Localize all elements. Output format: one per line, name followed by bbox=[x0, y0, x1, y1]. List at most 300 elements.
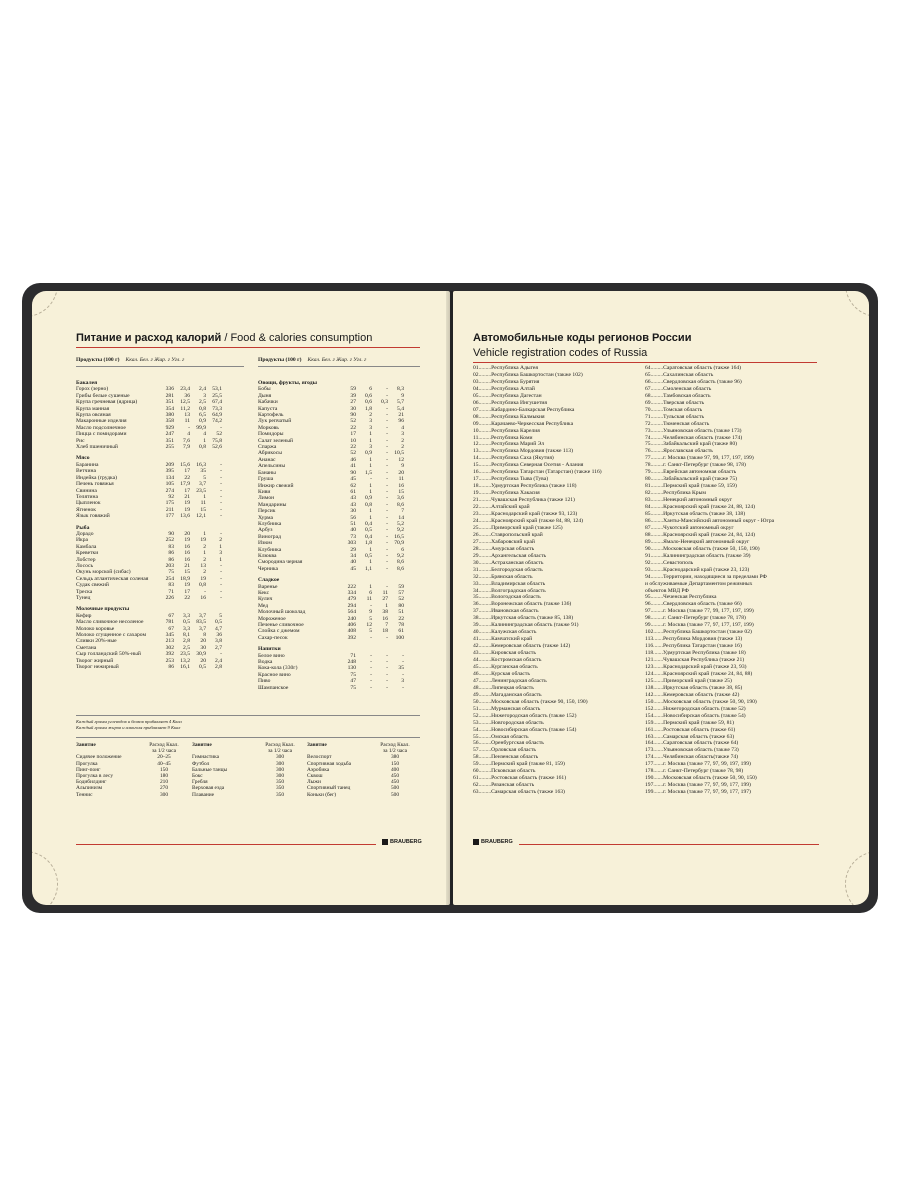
food-name: Инжир свежий bbox=[258, 482, 294, 489]
food-name: Ветчина bbox=[76, 468, 96, 475]
protein-value: 1,5 bbox=[365, 469, 372, 476]
protein-value: 22 bbox=[184, 474, 190, 481]
region-code-row: 45.........Курганская область bbox=[473, 663, 538, 670]
food-name: Сельдь атлантическая соленая bbox=[76, 575, 149, 582]
fat-value: - bbox=[386, 514, 388, 521]
food-name: Кулич bbox=[258, 596, 273, 603]
fat-value: 2 bbox=[203, 543, 206, 550]
protein-value: - bbox=[370, 684, 372, 691]
region-code-row: 02.........Республика Башкортостан (также 102) bbox=[473, 371, 583, 378]
col-sub: Ккал. Бел. г Жир. г Угл. г bbox=[125, 357, 185, 363]
corner-stitch-top-right bbox=[845, 291, 869, 317]
kcal-value: 302 bbox=[165, 644, 174, 651]
protein-value: 1,1 bbox=[365, 565, 372, 572]
protein-value: 15,6 bbox=[180, 461, 190, 468]
protein-value: 6 bbox=[369, 386, 372, 393]
protein-value: 2,5 bbox=[183, 644, 190, 651]
food-row bbox=[76, 664, 222, 670]
region-code-row: 44.........Костромская область bbox=[473, 657, 542, 664]
region-code-row: 42.........Кемеровская область (также 142) bbox=[473, 643, 571, 650]
carbs-value: 1 bbox=[219, 543, 222, 550]
food-name: Креветки bbox=[76, 550, 99, 557]
food-name: Изюм bbox=[258, 540, 272, 547]
carbs-value: 59 bbox=[398, 583, 404, 590]
col-header: Продукты (100 г) bbox=[76, 357, 120, 363]
region-code-row: 41.........Камчатский край bbox=[473, 636, 533, 643]
kcal-value: 43 bbox=[350, 501, 356, 508]
fat-value: 99,9 bbox=[196, 424, 206, 431]
food-name: Печенье сливочное bbox=[258, 622, 304, 629]
kcal-value: 47 bbox=[350, 678, 356, 685]
col-header: Продукты (100 г) bbox=[258, 357, 302, 363]
kcal-value: 303 bbox=[347, 540, 356, 547]
fat-value: - bbox=[386, 482, 388, 489]
kcal-value: 392 bbox=[347, 634, 356, 641]
food-name: Молоко сгущенное с сахаром bbox=[76, 632, 147, 639]
food-name: Горох (зерно) bbox=[76, 386, 109, 393]
protein-value: - bbox=[370, 659, 372, 666]
carbs-value: 100 bbox=[395, 634, 404, 641]
region-codes-column-2 bbox=[645, 365, 774, 796]
region-code-row: 36.........Воронежская область (также 136) bbox=[473, 601, 572, 608]
carbs-value: 16,5 bbox=[394, 533, 404, 540]
region-code-row: 65.........Сахалинская область bbox=[645, 371, 714, 378]
protein-value: 0,4 bbox=[365, 520, 372, 527]
food-name: Крупа гречневая (ядрица) bbox=[76, 399, 138, 406]
protein-value: 19 bbox=[184, 537, 190, 544]
footer-line bbox=[519, 844, 819, 845]
region-code-row: 03.........Республика Бурятия bbox=[473, 378, 540, 385]
kcal-value: 358 bbox=[165, 418, 174, 425]
fat-value: - bbox=[386, 405, 388, 412]
kcal-value: 90 bbox=[350, 412, 356, 419]
food-name: Рис bbox=[76, 437, 85, 444]
food-name: Крупа овсяная bbox=[76, 412, 111, 419]
activity-name: Гимнастика bbox=[192, 754, 220, 761]
brand-logo bbox=[382, 839, 422, 845]
protein-value: 23,4 bbox=[180, 386, 190, 393]
fat-value: 18 bbox=[382, 628, 388, 635]
kcal-value: 213 bbox=[165, 638, 174, 645]
region-code-row: 113.......Республика Мордовия (также 13) bbox=[645, 636, 743, 643]
activity-col-name: Занятие bbox=[192, 742, 212, 748]
protein-value: 3 bbox=[369, 424, 372, 431]
region-code-row: 92.........Севастополь bbox=[645, 559, 694, 566]
kcal-value: 211 bbox=[165, 506, 174, 513]
activity-kcal: 350 bbox=[275, 791, 285, 798]
right-page bbox=[453, 291, 869, 905]
activity-kcal: 300 bbox=[275, 754, 285, 761]
food-name: Икра bbox=[76, 537, 89, 544]
carbs-value: 15 bbox=[398, 488, 404, 495]
fat-value: 0,5 bbox=[199, 664, 206, 671]
region-code-row: 32.........Брянская область bbox=[473, 573, 533, 580]
kcal-value: 130 bbox=[347, 665, 356, 672]
protein-value: 16,1 bbox=[180, 664, 190, 671]
kcal-value: 929 bbox=[165, 424, 174, 431]
food-name: Цыпленок bbox=[76, 500, 101, 507]
food-name: Ананас bbox=[258, 456, 276, 463]
food-header-right bbox=[258, 357, 366, 363]
protein-value: 1 bbox=[369, 431, 372, 438]
section-name: Напитки bbox=[258, 646, 281, 653]
activity-name: Сидячее положение bbox=[76, 754, 122, 761]
protein-value: 22 bbox=[184, 595, 190, 601]
food-name: Киви bbox=[258, 488, 271, 495]
protein-value: 0,5 bbox=[365, 527, 372, 534]
activity-header-row bbox=[192, 742, 296, 754]
protein-value: 21 bbox=[184, 562, 190, 569]
protein-value: 1 bbox=[369, 508, 372, 515]
region-code-row: 55.........Омская область bbox=[473, 733, 529, 740]
activity-name: Сквош bbox=[307, 773, 323, 780]
food-name: Слойка с джемом bbox=[258, 628, 300, 635]
region-code-row: 150.......Московская область (также 50, 90, 190) bbox=[645, 698, 757, 705]
region-code-row: 21.........Чувашская Республика (также 121) bbox=[473, 497, 575, 504]
fat-value: 83,5 bbox=[196, 619, 206, 626]
carbs-value: 6 bbox=[401, 546, 404, 553]
food-name: Виноград bbox=[258, 533, 281, 540]
fat-value: - bbox=[386, 392, 388, 399]
carbs-value: 9 bbox=[401, 392, 404, 399]
carbs-value: 8,6 bbox=[397, 565, 404, 572]
kcal-value: 61 bbox=[350, 488, 356, 495]
title-underline bbox=[76, 347, 420, 348]
kcal-value: 226 bbox=[165, 595, 174, 601]
protein-value: - bbox=[370, 652, 372, 659]
kcal-value: 90 bbox=[350, 469, 356, 476]
food-name: Свинина bbox=[76, 487, 97, 494]
food-name: Молочный шоколад bbox=[258, 609, 306, 616]
food-name: Капуста bbox=[258, 405, 278, 412]
region-codes-column-1 bbox=[473, 365, 602, 796]
protein-value: 0,6 bbox=[365, 399, 372, 406]
region-code-row: 37.........Ивановская область bbox=[473, 608, 539, 615]
carbs-value: 16 bbox=[398, 482, 404, 489]
region-code-row: 190.......Московская область (также 50, 90, 150) bbox=[645, 775, 757, 782]
food-name: Шампанское bbox=[258, 684, 289, 691]
activity-kcal: 300 bbox=[275, 760, 285, 767]
fat-value: - bbox=[386, 418, 388, 425]
fat-value: 11 bbox=[382, 590, 388, 596]
region-code-row: 56.........Оренбургская область bbox=[473, 740, 544, 747]
fat-value: - bbox=[386, 671, 388, 678]
region-code-row: 04.........Республика Алтай bbox=[473, 385, 535, 392]
kcal-value: 479 bbox=[347, 596, 356, 603]
protein-value: 9 bbox=[369, 609, 372, 616]
region-code-row: 67.........Смоленская область bbox=[645, 385, 712, 392]
region-code-row: 71.........Тульская область bbox=[645, 413, 705, 420]
fat-value: 0,8 bbox=[199, 582, 206, 589]
kcal-value: 134 bbox=[165, 474, 174, 481]
carbs-value: 3 bbox=[219, 550, 222, 557]
activity-divider bbox=[76, 737, 420, 738]
protein-value: 19 bbox=[184, 500, 190, 507]
food-name: Пицца с помидорами bbox=[76, 431, 127, 438]
food-name: Пиво bbox=[258, 678, 271, 685]
fat-value: 30 bbox=[200, 644, 206, 651]
kcal-value: 75 bbox=[168, 569, 174, 576]
region-code-row: 142.......Кемеровская область (также 42) bbox=[645, 691, 740, 698]
kcal-value: 240 bbox=[347, 615, 356, 622]
activity-name: Бокс bbox=[192, 773, 203, 780]
region-code-row: 83.........Ненецкий автономный округ bbox=[645, 497, 733, 504]
food-name: Макаронные изделия bbox=[76, 418, 127, 425]
region-code-row: 60.........Псковская область bbox=[473, 768, 536, 775]
fat-value: - bbox=[386, 488, 388, 495]
activity-kcal: 150 bbox=[159, 766, 169, 773]
protein-value: 1 bbox=[369, 514, 372, 521]
activity-name: Бальные танцы bbox=[192, 766, 228, 773]
protein-value: 8,1 bbox=[183, 632, 190, 639]
protein-value: - bbox=[370, 476, 372, 483]
food-name: Ягненок bbox=[76, 506, 97, 513]
carbs-value: 52,6 bbox=[212, 444, 222, 451]
kcal-value: 75 bbox=[350, 671, 356, 678]
region-code-row: 74.........Челябинская область (также 174) bbox=[645, 434, 743, 441]
carbs-value: - bbox=[220, 424, 222, 431]
region-code-row: 52.........Нижегородская область (также 152) bbox=[473, 712, 577, 719]
protein-value: 11 bbox=[366, 596, 372, 603]
kcal-value: 30 bbox=[350, 405, 356, 412]
protein-value: 19 bbox=[184, 506, 190, 513]
carbs-value: - bbox=[220, 513, 222, 520]
region-code-row: 138.......Иркутская область (также 38, 85) bbox=[645, 684, 743, 691]
protein-value: 1 bbox=[369, 482, 372, 489]
region-code-row: 34.........Волгоградская область bbox=[473, 587, 546, 594]
protein-value: 0,9 bbox=[365, 450, 372, 457]
protein-value: 17,9 bbox=[180, 481, 190, 488]
carbs-value: 70,9 bbox=[394, 540, 404, 547]
region-code-row: 07.........Кабардино-Балкарская Республика bbox=[473, 406, 575, 413]
protein-value: 18,9 bbox=[180, 575, 190, 582]
food-name: Кефир bbox=[76, 612, 92, 619]
fat-value: 12,1 bbox=[196, 513, 206, 520]
food-name: Кекс bbox=[258, 590, 270, 596]
activity-name: Теннис bbox=[76, 791, 93, 798]
food-name: Лосось bbox=[76, 562, 94, 569]
region-code-row: 08.........Республика Калмыкия bbox=[473, 413, 545, 420]
fat-value: - bbox=[386, 659, 388, 666]
region-code-row: 72.........Тюменская область bbox=[645, 420, 710, 427]
kcal-value: 406 bbox=[347, 622, 356, 629]
region-code-row: 17.........Республика Тыва (Тува) bbox=[473, 476, 549, 483]
carbs-value: 5,4 bbox=[397, 405, 404, 412]
carbs-value: 74,2 bbox=[212, 418, 222, 425]
activity-name: Верховая езда bbox=[192, 785, 225, 792]
fat-value: - bbox=[386, 501, 388, 508]
food-name: Клюква bbox=[258, 552, 277, 559]
region-code-row: 27.........Хабаровский край bbox=[473, 538, 535, 545]
brand-logo bbox=[473, 839, 513, 845]
fat-value: 19 bbox=[200, 575, 206, 582]
carbs-value: - bbox=[402, 652, 404, 659]
food-name: Окунь морской (сибас) bbox=[76, 569, 131, 576]
food-name: Клубника bbox=[258, 520, 282, 527]
food-name: Клубника bbox=[258, 546, 282, 553]
protein-value: 1 bbox=[369, 583, 372, 590]
region-code-row: 125.......Приморский край (также 25) bbox=[645, 677, 732, 684]
fat-value: - bbox=[386, 583, 388, 590]
activity-kcal: 300 bbox=[275, 766, 285, 773]
region-code-row: 40.........Калужская область bbox=[473, 629, 537, 636]
food-name: Тунец bbox=[76, 595, 91, 601]
kcal-value: 86 bbox=[168, 664, 174, 671]
protein-value: 5 bbox=[369, 628, 372, 635]
region-code-row: 88.........Красноярский край (также 24, 84, 124) bbox=[645, 531, 755, 538]
carbs-value: 2,4 bbox=[215, 657, 222, 664]
kcal-value: 281 bbox=[165, 392, 174, 399]
carbs-value: - bbox=[220, 474, 222, 481]
notes-divider bbox=[76, 715, 420, 716]
section-name: Сладкое bbox=[258, 577, 280, 584]
food-name: Индейка (грудка) bbox=[76, 474, 118, 481]
protein-value: 0,8 bbox=[365, 501, 372, 508]
activity-col-value: Расход Ккал. за 1/2 часа bbox=[149, 742, 179, 755]
food-name: Персик bbox=[258, 508, 276, 515]
fat-value: 20 bbox=[200, 657, 206, 664]
protein-value: - bbox=[188, 424, 190, 431]
carbs-value: - bbox=[220, 530, 222, 537]
activity-kcal: 380 bbox=[390, 754, 400, 761]
header-divider-left bbox=[76, 366, 244, 367]
protein-value: 1 bbox=[369, 456, 372, 463]
carbs-value: 8,6 bbox=[397, 559, 404, 566]
fat-value: 11 bbox=[200, 500, 206, 507]
activity-col-name: Занятие bbox=[76, 742, 96, 748]
kcal-value: 395 bbox=[165, 468, 174, 475]
food-name: Треска bbox=[76, 588, 93, 595]
fat-value: - bbox=[386, 476, 388, 483]
kcal-value: 90 bbox=[168, 530, 174, 537]
title-ru: Питание и расход калорий bbox=[76, 332, 222, 344]
protein-value: 17 bbox=[184, 468, 190, 475]
region-code-row: 66.........Свердловская область (также 96) bbox=[645, 378, 742, 385]
carbs-value: - bbox=[220, 481, 222, 488]
region-code-row: 47.........Ленинградская область bbox=[473, 677, 547, 684]
protein-value: 16 bbox=[184, 556, 190, 563]
food-name: Варенье bbox=[258, 583, 278, 590]
kcal-value: 39 bbox=[350, 392, 356, 399]
carbs-value: 9 bbox=[401, 463, 404, 470]
fat-value: 1 bbox=[385, 602, 388, 609]
food-name: Лук репчатый bbox=[258, 418, 292, 425]
food-name: Судак свежий bbox=[76, 582, 109, 589]
protein-value: 0,5 bbox=[183, 619, 190, 626]
activity-table-1 bbox=[76, 742, 180, 798]
region-code-row: 173.......Ульяновская область (также 73) bbox=[645, 747, 739, 754]
region-code-row: 86.........Ханты-Мансийский автономный округ - Югра bbox=[645, 517, 775, 524]
protein-value: 13 bbox=[184, 412, 190, 419]
region-code-row: 118.......Удмуртская Республика (также 18) bbox=[645, 650, 746, 657]
brand-mark-icon bbox=[473, 839, 479, 845]
carbs-value: 2 bbox=[401, 444, 404, 451]
region-code-row: 23.........Краснодарский край (также 93, 123) bbox=[473, 511, 578, 518]
food-name: Мед bbox=[258, 602, 269, 609]
section-name: Бакалея bbox=[76, 380, 98, 386]
fat-value: 16,3 bbox=[196, 461, 206, 468]
fat-value: - bbox=[386, 533, 388, 540]
food-name: Дорадо bbox=[76, 530, 94, 537]
fat-value: 6,5 bbox=[199, 412, 206, 419]
region-code-row: 25.........Приморский край (также 125) bbox=[473, 524, 563, 531]
fat-value: 15 bbox=[200, 506, 206, 513]
region-code-row: 159.......Пермский край (также 59, 81) bbox=[645, 719, 735, 726]
note-fat: Каждый грамм жиров и алкоголя прибавляет 9 Ккал bbox=[76, 725, 181, 730]
footer-line bbox=[76, 844, 376, 845]
protein-value: 11 bbox=[184, 418, 190, 425]
carbs-value: - bbox=[220, 569, 222, 576]
kcal-value: 254 bbox=[165, 575, 174, 582]
fat-value: 2,5 bbox=[199, 399, 206, 406]
protein-value: 21 bbox=[184, 493, 190, 500]
protein-value: 1,8 bbox=[365, 540, 372, 547]
kcal-value: 83 bbox=[168, 582, 174, 589]
protein-value: 1 bbox=[369, 546, 372, 553]
carbs-value: - bbox=[220, 487, 222, 494]
kcal-value: 105 bbox=[165, 481, 174, 488]
kcal-value: 10 bbox=[350, 437, 356, 444]
region-code-row: 28.........Амурская область bbox=[473, 545, 535, 552]
kcal-value: 92 bbox=[168, 493, 174, 500]
activity-kcal: 350 bbox=[275, 779, 285, 786]
kcal-value: 40 bbox=[350, 559, 356, 566]
carbs-value: 14 bbox=[398, 514, 404, 521]
carbs-value: 35 bbox=[398, 665, 404, 672]
region-code-row: 61.........Ростовская область (также 161) bbox=[473, 775, 567, 782]
protein-value: 3,3 bbox=[183, 625, 190, 632]
region-code-row: 50.........Московская область (также 90, 150, 190) bbox=[473, 698, 588, 705]
protein-value: 13,2 bbox=[180, 657, 190, 664]
region-code-row: 05.........Республика Дагестан bbox=[473, 392, 542, 399]
fat-value: 35 bbox=[200, 468, 206, 475]
fat-value: 1 bbox=[203, 437, 206, 444]
corner-stitch-bottom-right bbox=[845, 851, 869, 905]
food-name: Бананы bbox=[258, 469, 276, 476]
food-name: Печень говяжья bbox=[76, 481, 114, 488]
region-code-row: 79.........Еврейская автономная область bbox=[645, 469, 737, 476]
food-name: Салат зеленый bbox=[258, 437, 293, 444]
protein-value: 16 bbox=[184, 550, 190, 557]
food-name: Баранина bbox=[76, 461, 99, 468]
kcal-value: 222 bbox=[347, 583, 356, 590]
region-code-row: 39.........Калининградская область (также 91) bbox=[473, 622, 579, 629]
kcal-value: 30 bbox=[350, 508, 356, 515]
kcal-value: 34 bbox=[350, 552, 356, 559]
fat-value: - bbox=[386, 546, 388, 553]
region-code-row: 78.........г. Санкт-Петербург (также 98, 178) bbox=[645, 462, 746, 469]
fat-value: 1 bbox=[203, 493, 206, 500]
region-code-row: 10.........Республика Карелия bbox=[473, 427, 540, 434]
carbs-value: 80 bbox=[398, 602, 404, 609]
food-name: Бобы bbox=[258, 386, 271, 393]
region-code-row: 68.........Тамбовская область bbox=[645, 392, 711, 399]
carbs-value: 57 bbox=[398, 590, 404, 596]
protein-value: 2 bbox=[369, 412, 372, 419]
region-code-row: 14.........Республика Саха (Якутия) bbox=[473, 455, 554, 462]
kcal-value: 253 bbox=[165, 657, 174, 664]
activity-name: Альпинизм bbox=[76, 785, 103, 792]
food-name: Сметана bbox=[76, 644, 97, 651]
region-code-row: 73.........Ульяновская область (также 173) bbox=[645, 427, 742, 434]
carbs-value: 11 bbox=[398, 476, 404, 483]
food-name: Морковь bbox=[258, 424, 279, 431]
kcal-value: 46 bbox=[350, 456, 356, 463]
protein-value: 23,5 bbox=[180, 651, 190, 658]
carbs-value: 52 bbox=[216, 431, 222, 438]
header-divider-right bbox=[258, 366, 420, 367]
brand-name: BRAUBERG bbox=[390, 839, 422, 845]
